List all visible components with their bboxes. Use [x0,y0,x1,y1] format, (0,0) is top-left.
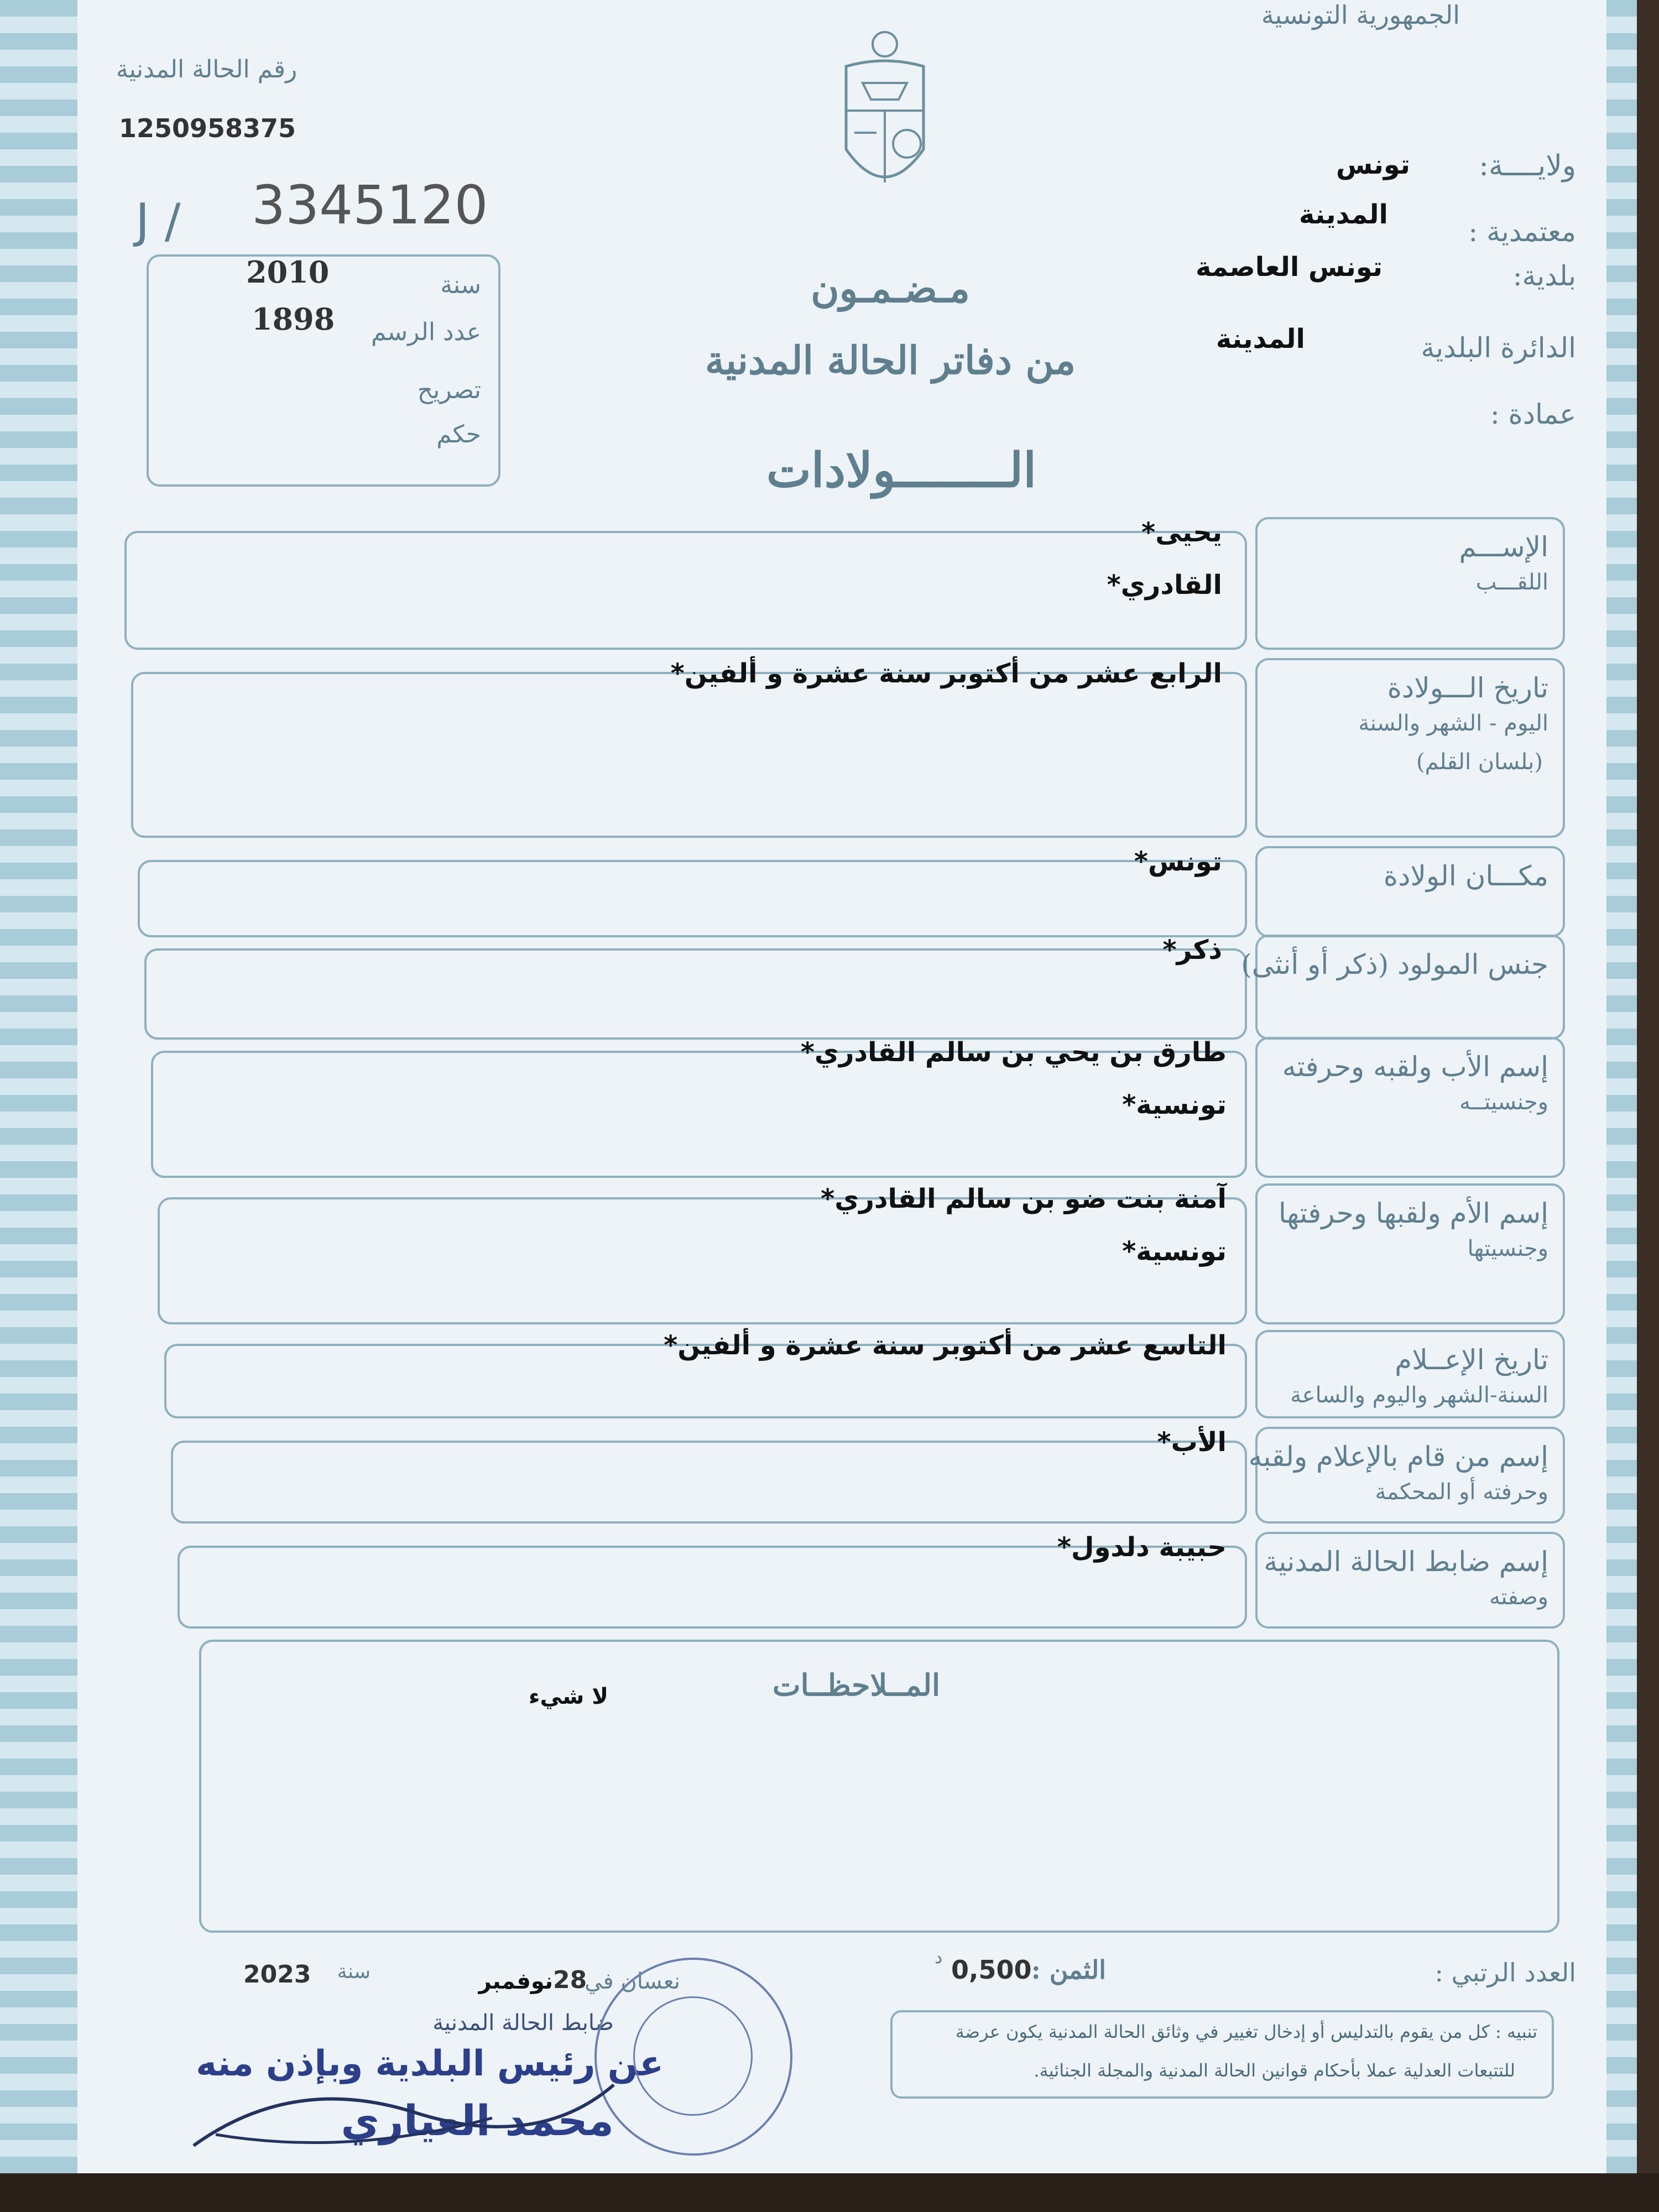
registry-judgment-label: حكم [436,420,481,448]
republic-title: الجمهورية التونسية [1261,0,1460,30]
wilaya-label: ولايــــة: [1479,149,1576,182]
signature-scribble-icon [182,2052,625,2162]
field-label: تاريخ الإعــلام [1395,1344,1548,1376]
officer-authority-line: عن رئيس البلدية وبإذن منه [196,2043,664,2084]
district-label: الدائرة البلدية [1421,332,1576,364]
field-value: التاسع عشر من أكتوبر سنة عشرة و ألفين* [664,1330,1227,1361]
section-title-births: الــــــــولادات [766,442,1037,498]
warning-line-1: تنبيه : كل من يقوم بالتدليس أو إدخال تغيير في وثائق الحالة المدنية يكون عرضة [955,2021,1537,2042]
field-label: الإســـم [1459,531,1548,563]
field-label: جنس المولود (ذكر أو أنثى) [1241,948,1548,980]
field-label: وجنسيتها [1467,1236,1548,1261]
officer-title: ضابط الحالة المدنية [432,2010,614,2036]
coat-of-arms-icon [830,28,940,205]
field-value-box [151,1051,1247,1178]
field-value: يحيى* [1141,517,1222,548]
registry-year-label: سنة [440,271,481,299]
field-label: وصفته [1489,1584,1548,1610]
registry-record-number: 1898 [252,301,335,337]
municipality-label: بلدية: [1512,260,1576,292]
municipality-value: تونس العاصمة [1196,252,1383,283]
field-value-box [158,1197,1247,1324]
registry-declaration-label: تصريح [417,376,481,404]
field-label: تاريخ الـــولادة [1387,672,1548,704]
field-value: طارق بن يحي بن سالم القادري* [800,1037,1227,1068]
serial-number: 3345120 [252,174,488,236]
field-label: (بلسان القلم) [1416,749,1543,775]
price-label: الثمن : [1031,1955,1106,1985]
document-subtitle: من دفاتر الحالة المدنية [705,337,1076,383]
serial-prefix: J / [135,194,181,249]
civil-number: 1250958375 [119,113,296,143]
field-value-box [131,672,1247,838]
issue-year-label: سنة [337,1960,371,1983]
field-value: تونسية* [1122,1236,1227,1267]
civil-number-label: رقم الحالة المدنية [116,55,298,84]
price-value: 0,500 [951,1955,1032,1985]
field-value-box [138,860,1247,937]
field-label: السنة-الشهر واليوم والساعة [1290,1383,1548,1408]
field-value: الرابع عشر من أكتوبر سنة عشرة و ألفين* [670,658,1222,689]
field-value: تونسية* [1122,1089,1227,1120]
field-value: ذكر* [1162,935,1222,966]
district-value: المدينة [1215,324,1305,354]
issue-day: 28 [553,1966,587,1994]
remarks-label: المــلاحظــات [772,1667,940,1703]
delegation-label: معتمدية : [1468,216,1576,248]
warning-line-2: للتتبعات العدلية عملا بأحكام قوانين الحالة المدنية والمجلة الجنائية. [1034,2060,1515,2081]
field-value-box [144,948,1247,1040]
field-value: حبيبة دلدول* [1057,1532,1227,1563]
registry-year: 2010 [246,254,330,290]
document-title: مـضـمـون [811,265,970,311]
field-value-box [124,531,1247,650]
price-unit: د [935,1947,943,1968]
field-value: تونس* [1134,846,1222,877]
field-label: وحرفته أو المحكمة [1375,1479,1548,1505]
background-surface [0,2173,1659,2212]
field-value: آمنة بنت ضو بن سالم القادري* [821,1183,1227,1214]
wilaya-value: تونس [1336,149,1410,180]
right-border-pattern [1606,0,1637,2173]
field-label: وجنسيتــه [1459,1089,1548,1115]
field-value: القادري* [1107,570,1222,601]
serial-order-label: العدد الرتبي : [1434,1958,1576,1987]
issue-month: نوفمبر [478,1969,553,1994]
field-value: الأب* [1157,1427,1227,1458]
field-label: إسم الأم ولقبها وحرفتها [1278,1197,1548,1229]
field-label: اليوم - الشهر والسنة [1358,711,1548,736]
delegation-value: المدينة [1298,199,1388,230]
remarks-value: لا شيء [529,1684,608,1709]
official-stamp-inner-icon [633,1996,753,2116]
officer-name: محمد العياري [341,2096,614,2145]
issue-year: 2023 [243,1960,311,1989]
field-label: مكـــان الولادة [1383,860,1548,892]
field-label: إسم الأب ولقبه وحرفته [1282,1051,1548,1083]
field-label: إسم من قام بالإعلام ولقبه [1248,1441,1548,1473]
registry-record-label: عدد الرسم [371,318,481,346]
field-label: اللقـــب [1475,570,1548,595]
field-value-box [171,1441,1247,1524]
omda-label: عمادة : [1490,398,1576,430]
left-border-pattern [0,0,77,2173]
field-label: إسم ضابط الحالة المدنية [1264,1546,1548,1578]
issue-place: نعسان في [585,1969,680,1994]
